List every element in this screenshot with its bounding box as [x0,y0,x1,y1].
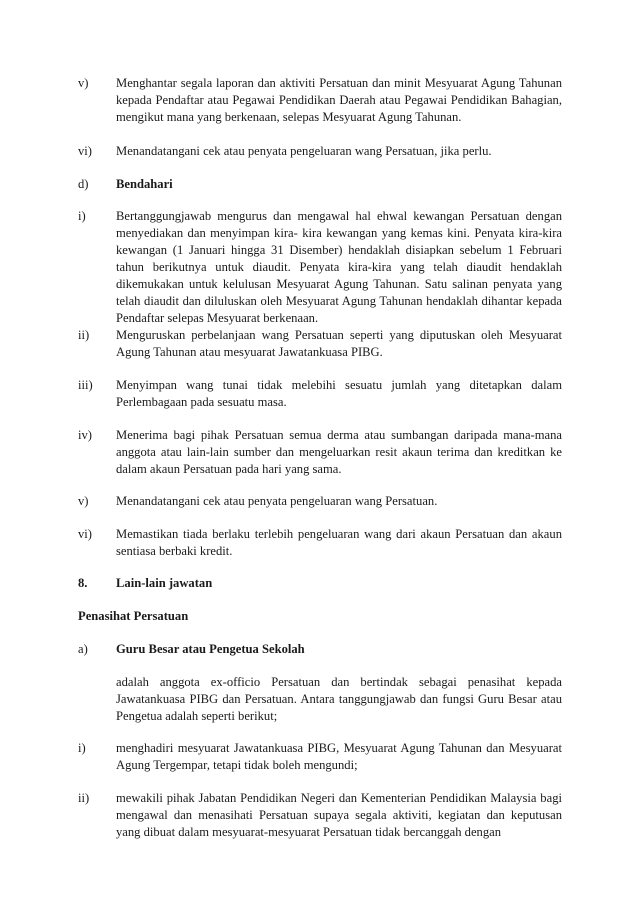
item-label: i) [78,741,86,755]
item-title: Guru Besar atau Pengetua Sekolah [116,642,305,656]
section-number: 8. [78,576,88,590]
item-text: Menghantar segala laporan dan aktiviti Persatuan dan minit Mesyuarat Agung Tahunan kepada Pendaftar atau Pegawai Pendidikan Daerah atau Pegawai Pendidikan Bahagian, mengikut mana yang berkenaan, selepas Mesyuarat Agung Tahunan. [116,76,562,124]
item-text: Menandatangani cek atau penyata pengeluaran wang Persatuan, jika perlu. [116,144,492,158]
item-label: vi) [78,144,92,158]
item-text: Menguruskan perbelanjaan wang Persatuan seperti yang diputuskan oleh Mesyuarat Agung Tahunan atau mesyuarat Jawatankuasa PIBG. [116,328,562,359]
item-text: mewakili pihak Jabatan Pendidikan Negeri dan Kementerian Pendidikan Malaysia bagi mengawal dan menasihati Persatuan supaya segala aktiviti, kegiatan dan keputusan yang dibuat dalam mesyuarat-mesyuarat Persatuan tidak bercanggah dengan [116,791,562,839]
item-text: Memastikan tiada berlaku terlebih pengeluaran wang dari akaun Persatuan dan akaun sentiasa berbaki kredit. [116,527,562,558]
item-text: Menyimpan wang tunai tidak melebihi sesuatu jumlah yang ditetapkan dalam Perlembagaan pada sesuatu masa. [116,378,562,409]
item-label: vi) [78,527,92,541]
item-label: ii) [78,791,90,805]
section-label: d) [78,177,89,191]
item-label: a) [78,642,88,656]
item-label: i) [78,209,86,223]
item-text: Bertanggungjawab mengurus dan mengawal hal ehwal kewangan Persatuan dengan menyediakan dan menyimpan kira- kira kewangan yang kemas kini. Penyata kira-kira kewangan (1 Januari hingga 31 Disember) hendaklah disiapkan sebelum 1 Februari tahun berikutnya untuk diaudit. Penyata kira-kira yang telah diaudit hendaklah dikemukakan untuk kelulusan Mesyuarat Agung Tahunan. Satu salinan penyata yang telah diaudit dan diluluskan oleh Mesyuarat Agung Tahunan hendaklah dihantar kepada Pendaftar selepas Mesyuarat berkenaan. [116,209,562,325]
item-text: Menerima bagi pihak Persatuan semua derma atau sumbangan daripada mana-mana anggota atau lain-lain sumber dan mengeluarkan resit akaun terima dan kreditkan ke dalam akaun Persatuan pada hari yang sama. [116,428,562,476]
section-title: Bendahari [116,177,173,191]
section-title: Lain-lain jawatan [116,576,213,590]
subsection-heading: Penasihat Persatuan [78,609,189,623]
item-label: iii) [78,378,93,392]
paragraph-text: adalah anggota ex-officio Persatuan dan bertindak sebagai penasihat kepada Jawatankuasa PIBG dan Persatuan. Antara tanggungjawab dan fungsi Guru Besar atau Pengetua adalah seperti berikut; [116,675,562,723]
item-label: v) [78,494,89,508]
item-label: iv) [78,428,92,442]
item-text: menghadiri mesyuarat Jawatankuasa PIBG, Mesyuarat Agung Tahunan dan Mesyuarat Agung Tergempar, tetapi tidak boleh mengundi; [116,741,562,772]
item-label: v) [78,76,89,90]
item-label: ii) [78,328,90,342]
item-text: Menandatangani cek atau penyata pengeluaran wang Persatuan. [116,494,438,508]
